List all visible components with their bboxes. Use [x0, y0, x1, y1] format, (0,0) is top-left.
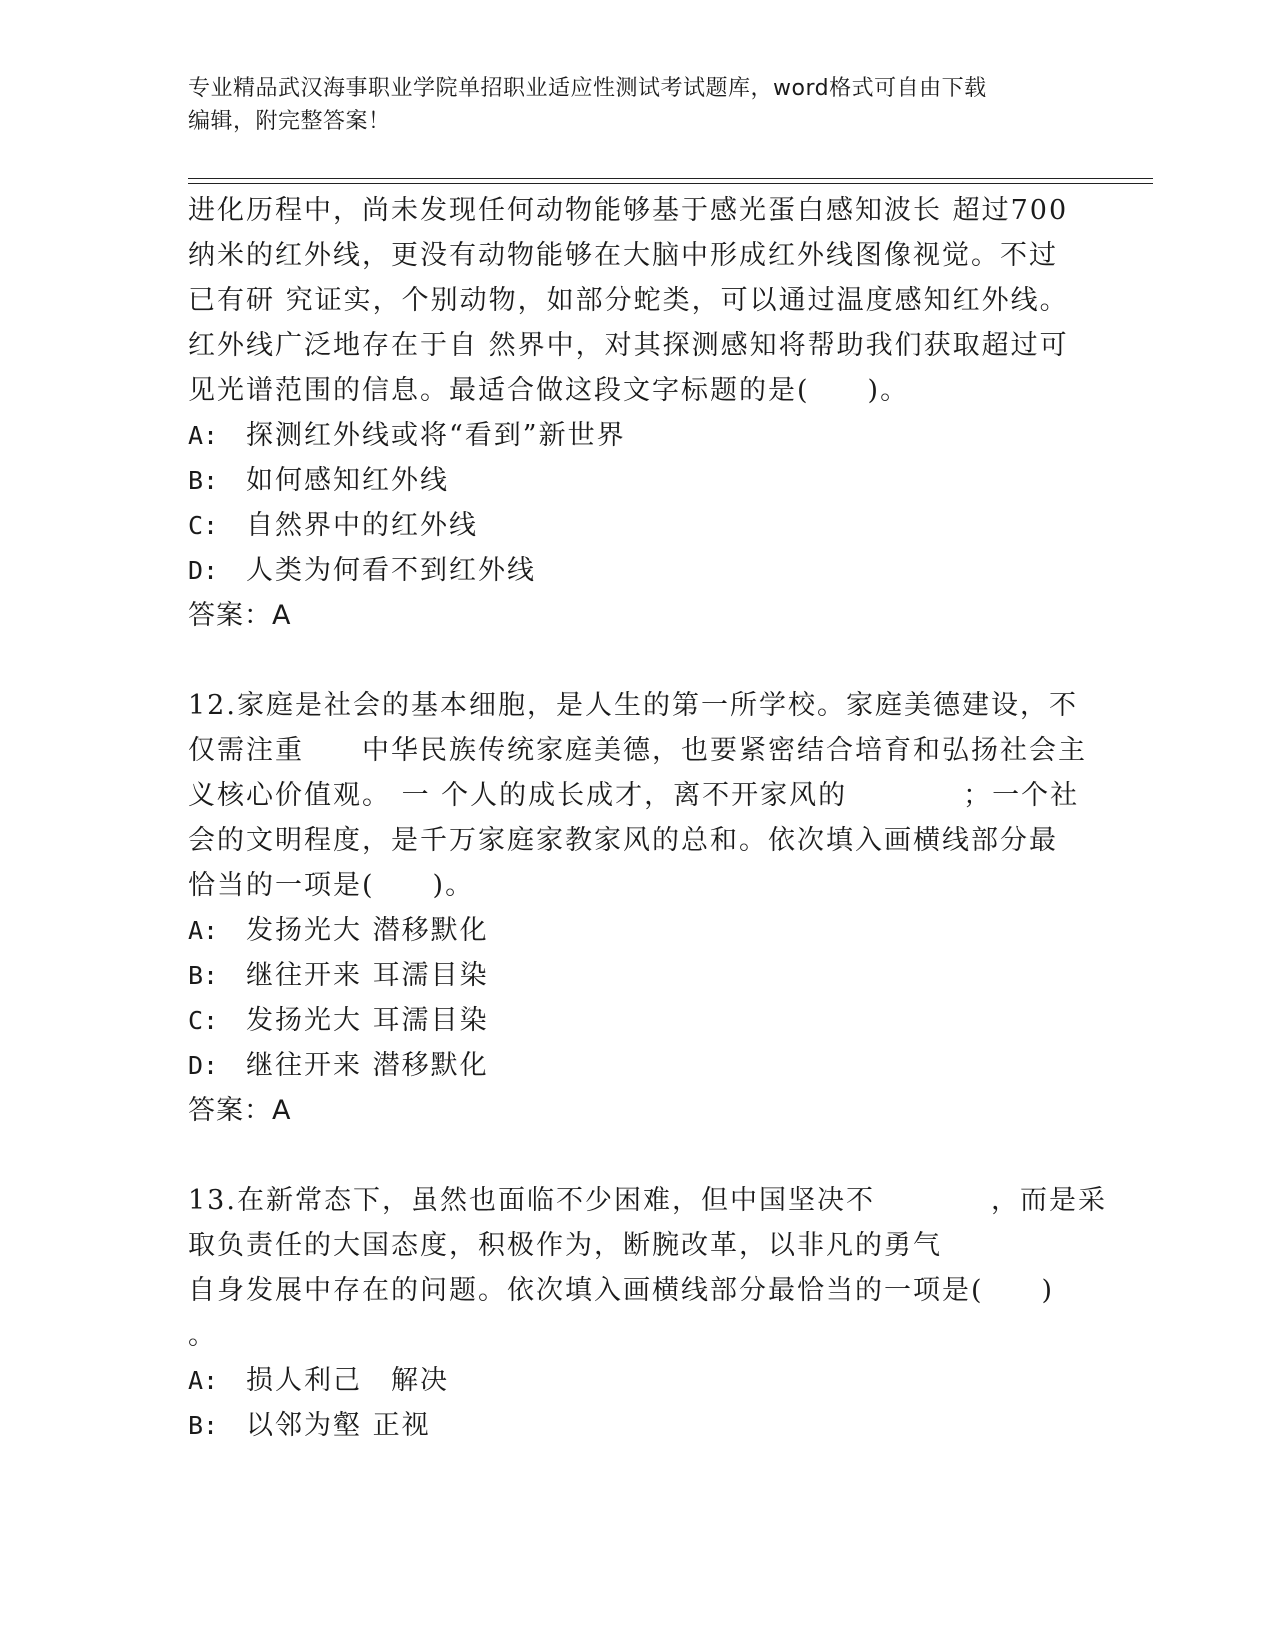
header-divider-top: [188, 178, 1153, 179]
option-letter: C:: [188, 1006, 219, 1035]
option-a: [188, 908, 1088, 953]
question-text-line: 13.在新常态下，虽然也面临不少困难，但中国坚决不 ，而是采: [188, 1185, 1107, 1216]
question-13: [188, 1178, 1107, 1448]
option-letter: D:: [188, 556, 219, 585]
header-line-1: 专业精品武汉海事职业学院单招职业适应性测试考试题库，word格式可自由下载: [188, 76, 987, 101]
option-text: 继往开来 耳濡目染: [246, 960, 489, 991]
question-text-line: 纳米的红外线，更没有动物能够在大脑中形成红外线图像视觉。不过: [188, 240, 1058, 271]
option-letter: B:: [188, 466, 219, 495]
spacer: [188, 638, 1088, 683]
option-c: [188, 503, 1088, 548]
question-text-line: 取负责任的大国态度，积极作为，断腕改革，以非凡的勇气: [188, 1230, 942, 1261]
option-text: 探测红外线或将“看到”新世界: [246, 420, 626, 451]
header-divider-bottom: [188, 183, 1153, 184]
option-letter: D:: [188, 1051, 219, 1080]
header-line-2: 编辑，附完整答案！: [188, 109, 391, 134]
option-a: [188, 1358, 1088, 1403]
question-text-line: 。: [188, 1320, 217, 1351]
option-text: 自然界中的红外线: [246, 510, 478, 541]
option-d: [188, 1043, 1088, 1088]
document-body: [188, 188, 1107, 1448]
question-text-line: 恰当的一项是( )。: [188, 870, 475, 901]
question-text-line: 见光谱范围的信息。最适合做这段文字标题的是( )。: [188, 375, 910, 406]
option-c: [188, 998, 1088, 1043]
question-11: [188, 188, 1088, 638]
option-b: [188, 458, 1088, 503]
option-letter: A:: [188, 1366, 219, 1395]
question-text-line: 会的文明程度，是千万家庭家教家风的总和。依次填入画横线部分最: [188, 825, 1058, 856]
option-text: 发扬光大 潜移默化: [246, 915, 489, 946]
option-letter: A:: [188, 421, 219, 450]
option-text: 损人利己 解决: [246, 1365, 449, 1396]
question-text-line: 义核心价值观。 一 个人的成长成才，离不开家风的 ；一个社: [188, 780, 1080, 811]
option-letter: B:: [188, 1411, 219, 1440]
question-text-line: 自身发展中存在的问题。依次填入画横线部分最恰当的一项是( ): [188, 1275, 1055, 1306]
document-header: [188, 72, 1088, 138]
question-text-line: 已有研 究证实，个别动物，如部分蛇类，可以通过温度感知红外线。: [188, 285, 1069, 316]
option-b: [188, 953, 1088, 998]
option-letter: C:: [188, 511, 219, 540]
answer-line: 答案：A: [188, 1095, 292, 1126]
question-text-line: 红外线广泛地存在于自 然界中，对其探测感知将帮助我们获取超过可: [188, 330, 1069, 361]
spacer: [188, 1133, 1088, 1178]
option-d: [188, 548, 1088, 593]
option-text: 继往开来 潜移默化: [246, 1050, 489, 1081]
option-letter: B:: [188, 961, 219, 990]
option-text: 发扬光大 耳濡目染: [246, 1005, 489, 1036]
question-text-line: 12.家庭是社会的基本细胞，是人生的第一所学校。家庭美德建设，不: [188, 690, 1078, 721]
question-text-line: 进化历程中，尚未发现任何动物能够基于感光蛋白感知波长 超过700: [188, 195, 1069, 226]
option-a: [188, 413, 1088, 458]
option-text: 以邻为壑 正视: [246, 1410, 431, 1441]
answer-line: 答案：A: [188, 600, 292, 631]
option-text: 如何感知红外线: [246, 465, 449, 496]
option-letter: A:: [188, 916, 219, 945]
question-12: [188, 683, 1088, 1133]
question-text-line: 仅需注重 中华民族传统家庭美德，也要紧密结合培育和弘扬社会主: [188, 735, 1087, 766]
option-b: [188, 1403, 1088, 1448]
option-text: 人类为何看不到红外线: [246, 555, 536, 586]
